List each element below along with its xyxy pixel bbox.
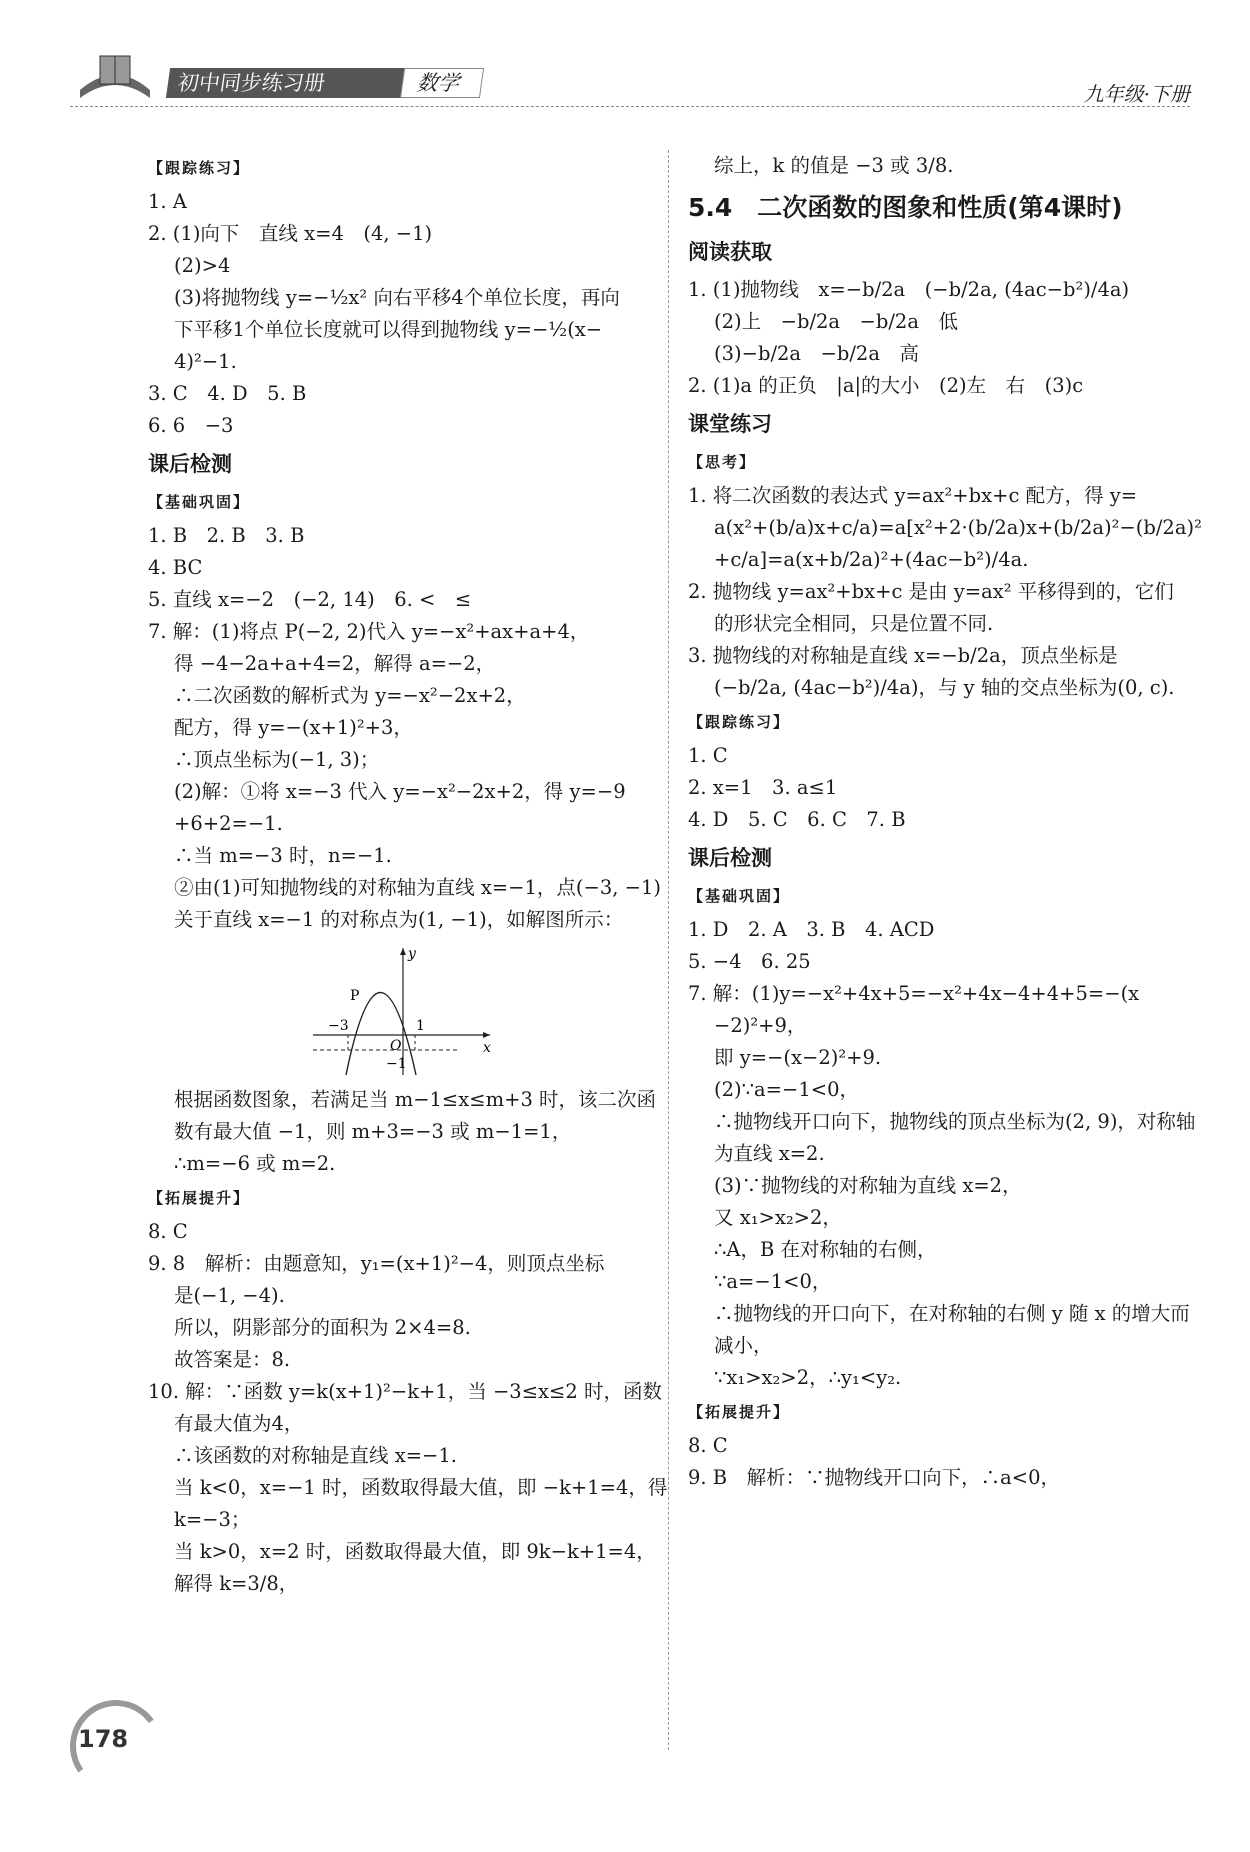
answer-line: 为直线 x=2.: [714, 1142, 825, 1165]
y-axis-label: y: [408, 946, 416, 962]
answer-line: (−b/2a, (4ac−b²)/4a)，与 y 轴的交点坐标为(0, c).: [714, 676, 1175, 699]
answer-line: ∴m=−6 或 m=2.: [174, 1152, 336, 1175]
answer-line: ∴抛物线的开口向下，在对称轴的右侧 y 随 x 的增大而: [714, 1302, 1190, 1325]
section-tag: 【跟踪练习】: [148, 159, 251, 177]
left-column: [148, 150, 668, 1600]
answer-line: 故答案是：8.: [174, 1348, 291, 1371]
answer-line: a(x²+(b/a)x+c/a)=a[x²+2·(b/2a)x+(b/2a)²−(b/2a)²: [714, 516, 1202, 539]
answer-line: 有最大值为4，: [174, 1412, 304, 1435]
answer-line: (3)∵抛物线的对称轴为直线 x=2，: [714, 1174, 1022, 1197]
page-header: [70, 50, 1190, 106]
answer-line: 4. BC: [148, 556, 203, 579]
answer-line: 减小，: [714, 1334, 773, 1357]
answer-line: 是(−1, −4).: [174, 1284, 285, 1307]
answer-line: ∴该函数的对称轴是直线 x=−1.: [174, 1444, 457, 1467]
tick-1-label: 1: [416, 1018, 425, 1034]
answer-line: 综上，k 的值是 −3 或 3/8.: [714, 154, 954, 177]
answer-line: 所以，阴影部分的面积为 2×4=8.: [174, 1316, 471, 1339]
answer-line: 1. A: [148, 190, 187, 213]
answer-line: 7. 解：(1)将点 P(−2, 2)代入 y=−x²+ax+a+4，: [148, 620, 590, 643]
answer-line: (2)解：①将 x=−3 代入 y=−x²−2x+2，得 y=−9: [174, 780, 626, 803]
answer-line: 8. C: [148, 1220, 188, 1243]
answer-line: 1. B 2. B 3. B: [148, 524, 305, 547]
point-p-label: P: [350, 988, 360, 1004]
answer-line: ∴二次函数的解析式为 y=−x²−2x+2，: [174, 684, 526, 707]
answer-line: 7. 解：(1)y=−x²+4x+5=−x²+4x−4+4+5=−(x: [688, 982, 1140, 1005]
answer-line: 2. x=1 3. a≤1: [688, 776, 838, 799]
page-number: 178: [78, 1725, 129, 1753]
subsection-heading: 课后检测: [148, 452, 232, 476]
section-heading: 5.4 二次函数的图象和性质(第4课时): [688, 193, 1123, 222]
subsection-heading: 课后检测: [688, 846, 772, 870]
section-tag: 【跟踪练习】: [688, 713, 791, 731]
right-column: [688, 150, 1202, 1494]
answer-line: ∵x₁>x₂>2，∴y₁<y₂.: [714, 1366, 902, 1389]
answer-line: 配方，得 y=−(x+1)²+3，: [174, 716, 413, 739]
grade-label: 九年级·下册: [1083, 82, 1190, 106]
answer-line: 3. 抛物线的对称轴是直线 x=−b/2a，顶点坐标是: [688, 644, 1118, 667]
answer-line: ∴A，B 在对称轴的右侧，: [714, 1238, 937, 1261]
tick-neg3-label: −3: [328, 1018, 349, 1034]
tick-neg1-label: −1: [386, 1056, 407, 1072]
section-tag: 【拓展提升】: [148, 1189, 251, 1207]
answer-line: (3)将抛物线 y=−½x² 向右平移4个单位长度，再向: [174, 286, 620, 309]
book-logo-icon: [70, 50, 160, 106]
answer-line: 关于直线 x=−1 的对称点为(1, −1)，如解图所示：: [174, 908, 624, 931]
answer-line: +6+2=−1.: [174, 812, 283, 835]
answer-line: 4. D 5. C 6. C 7. B: [688, 808, 906, 831]
header-divider: [70, 106, 1190, 107]
section-tag: 【基础巩固】: [148, 493, 251, 511]
answer-line: 1. C: [688, 744, 728, 767]
answer-line: 当 k<0，x=−1 时，函数取得最大值，即 −k+1=4，得: [174, 1476, 668, 1499]
column-divider: [668, 150, 669, 1750]
answer-line: 根据函数图象，若满足当 m−1≤x≤m+3 时，该二次函: [174, 1088, 657, 1111]
answer-line: (2)上 −b/2a −b/2a 低: [714, 310, 958, 333]
answer-line: ∴当 m=−3 时，n=−1.: [174, 844, 392, 867]
answer-line: 即 y=−(x−2)²+9.: [714, 1046, 882, 1069]
answer-line: 8. C: [688, 1434, 728, 1457]
answer-line: 5. −4 6. 25: [688, 950, 811, 973]
section-tag: 【拓展提升】: [688, 1403, 791, 1421]
answer-line: 9. 8 解析：由题意知，y₁=(x+1)²−4，则顶点坐标: [148, 1252, 605, 1275]
parabola-figure: [308, 940, 498, 1080]
answer-line: −2)²+9，: [714, 1014, 807, 1037]
answer-line: 解得 k=3/8，: [174, 1572, 299, 1595]
answer-line: (2)>4: [174, 254, 231, 277]
section-tag: 【基础巩固】: [688, 887, 791, 905]
answer-line: 5. 直线 x=−2 (−2, 14) 6. < ≤: [148, 588, 472, 611]
answer-line: 2. (1)a 的正负 |a|的大小 (2)左 右 (3)c: [688, 374, 1084, 397]
answer-line: 9. B 解析：∵抛物线开口向下，∴a<0，: [688, 1466, 1061, 1489]
origin-label: O: [390, 1038, 402, 1054]
subsection-heading: 阅读获取: [688, 240, 772, 264]
answer-line: 2. 抛物线 y=ax²+bx+c 是由 y=ax² 平移得到的，它们: [688, 580, 1174, 603]
answer-line: 10. 解：∵函数 y=k(x+1)²−k+1，当 −3≤x≤2 时，函数: [148, 1380, 662, 1403]
answer-line: (3)−b/2a −b/2a 高: [714, 342, 919, 365]
answer-line: 又 x₁>x₂>2，: [714, 1206, 842, 1229]
answer-line: 数有最大值 −1，则 m+3=−3 或 m−1=1，: [174, 1120, 572, 1143]
answer-line: 4)²−1.: [174, 350, 237, 373]
answer-line: 1. (1)抛物线 x=−b/2a (−b/2a, (4ac−b²)/4a): [688, 278, 1130, 301]
answer-line: ∴抛物线开口向下，抛物线的顶点坐标为(2, 9)，对称轴: [714, 1110, 1196, 1133]
answer-line: 的形状完全相同，只是位置不同.: [714, 612, 994, 635]
answer-line: 1. 将二次函数的表达式 y=ax²+bx+c 配方，得 y=: [688, 484, 1138, 507]
answer-line: 下平移1个单位长度就可以得到抛物线 y=−½(x−: [174, 318, 603, 341]
subject-label: 数学: [400, 68, 484, 98]
answer-line: 3. C 4. D 5. B: [148, 382, 307, 405]
answer-line: 得 −4−2a+a+4=2，解得 a=−2，: [174, 652, 496, 675]
x-axis-label: x: [483, 1040, 491, 1056]
answer-line: +c/a]=a(x+b/2a)²+(4ac−b²)/4a.: [714, 548, 1029, 571]
answer-line: k=−3；: [174, 1508, 251, 1531]
section-tag: 【思考】: [688, 453, 757, 471]
answer-line: (2)∵a=−1<0，: [714, 1078, 859, 1101]
answer-line: 1. D 2. A 3. B 4. ACD: [688, 918, 935, 941]
answer-line: ∴顶点坐标为(−1, 3)；: [174, 748, 380, 771]
answer-line: ②由(1)可知抛物线的对称轴为直线 x=−1，点(−3, −1): [174, 876, 662, 899]
book-title: 初中同步练习册: [166, 68, 405, 98]
answer-line: ∵a=−1<0，: [714, 1270, 832, 1293]
answer-line: 当 k>0，x=2 时，函数取得最大值，即 9k−k+1=4，: [174, 1540, 656, 1563]
answer-line: 6. 6 −3: [148, 414, 234, 437]
answer-line: 2. (1)向下 直线 x=4 (4, −1): [148, 222, 433, 245]
subsection-heading: 课堂练习: [688, 412, 772, 436]
